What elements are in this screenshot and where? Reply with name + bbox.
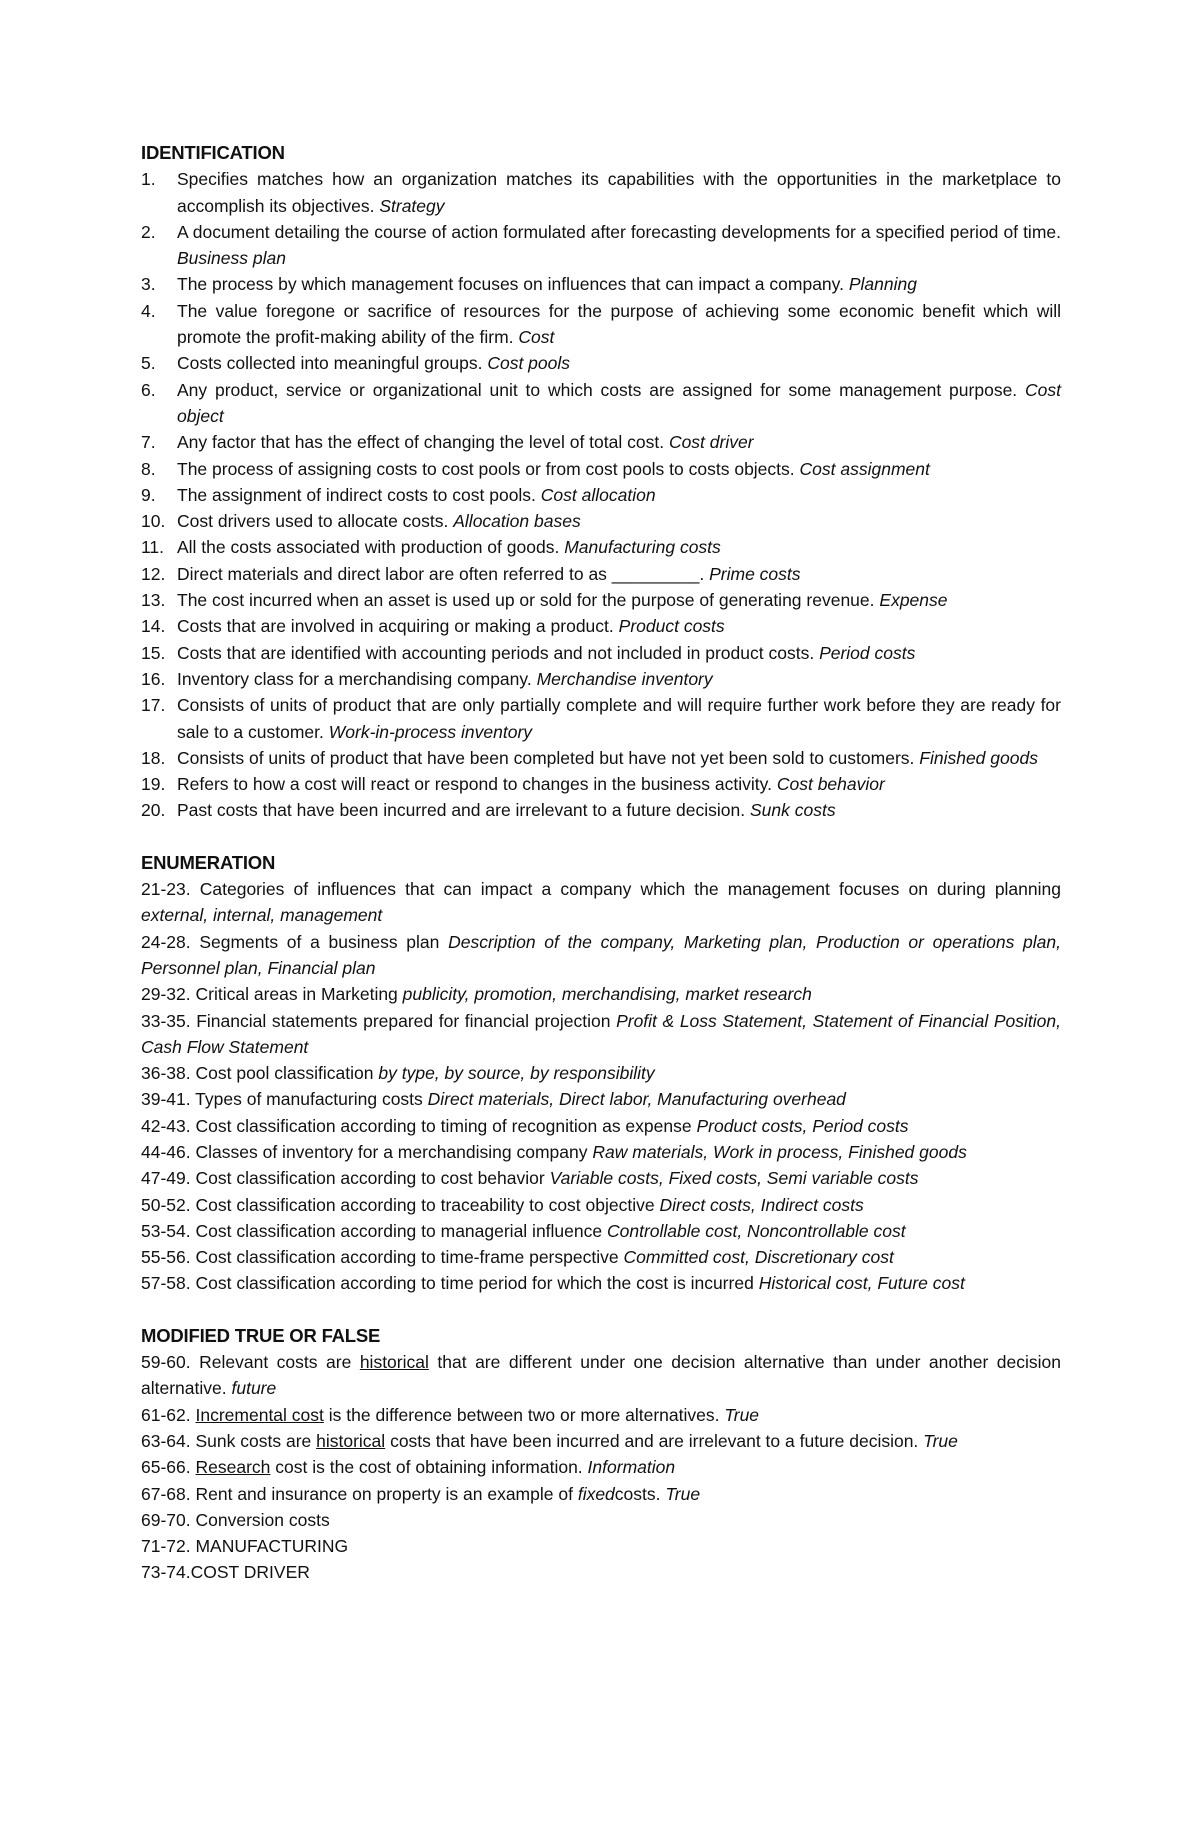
mtf-text-pre: Relevant costs are bbox=[199, 1352, 352, 1373]
mtf-underlined-term: Incremental cost bbox=[195, 1404, 324, 1425]
item-question: Critical areas in Marketing bbox=[195, 984, 398, 1005]
enumeration-item bbox=[141, 1165, 1061, 1191]
item-question: Consists of units of product that have been completed but have not yet been sold to customers. bbox=[177, 747, 915, 768]
enumeration-item bbox=[141, 1139, 1061, 1165]
item-answer: Profit & Loss Statement, Statement of Financial Position, Cash Flow Statement bbox=[141, 1010, 1061, 1057]
mtf-text-pre: Rent and insurance on property is an example of bbox=[195, 1483, 573, 1504]
mtf-item bbox=[141, 1454, 1061, 1480]
item-question: Financial statements prepared for financial projection bbox=[196, 1010, 611, 1031]
item-question: Consists of units of product that are only partially complete and will require further work before they are ready for sale to a customer. bbox=[177, 695, 1061, 742]
item-question: Cost classification according to traceability to cost objective bbox=[195, 1194, 655, 1215]
item-question: Classes of inventory for a merchandising company bbox=[195, 1141, 588, 1162]
item-number: 14. bbox=[141, 616, 166, 637]
section-spacer bbox=[141, 824, 1061, 850]
mtf-underlined-term: historical bbox=[316, 1430, 386, 1451]
item-answer: Manufacturing costs bbox=[564, 537, 721, 558]
identification-item bbox=[141, 561, 1061, 587]
enumeration-item bbox=[141, 1113, 1061, 1139]
mtf-answer: future bbox=[231, 1378, 277, 1399]
item-answer: Variable costs, Fixed costs, Semi variable costs bbox=[549, 1168, 919, 1189]
mtf-plain-line: 69-70. Conversion costs bbox=[141, 1509, 330, 1530]
item-number: 39-41. bbox=[141, 1089, 191, 1110]
identification-item bbox=[141, 166, 1061, 219]
item-question: The value foregone or sacrifice of resources for the purpose of achieving some economic benefit which will promote the profit-making ability of the firm. bbox=[177, 300, 1061, 348]
item-number: 10. bbox=[141, 511, 166, 532]
item-number: 17. bbox=[141, 695, 166, 716]
item-question: Cost classification according to managerial influence bbox=[195, 1220, 603, 1241]
item-question: Types of manufacturing costs bbox=[195, 1089, 423, 1110]
item-answer: Historical cost, Future cost bbox=[758, 1273, 965, 1294]
item-number: 13. bbox=[141, 590, 166, 611]
item-question: Cost classification according to timing of recognition as expense bbox=[195, 1115, 692, 1136]
identification-item bbox=[141, 640, 1061, 666]
mtf-answer: True bbox=[665, 1483, 701, 1504]
enumeration-item bbox=[141, 876, 1061, 929]
item-question: The process by which management focuses on influences that can impact a company. bbox=[177, 274, 844, 295]
item-answer: Cost allocation bbox=[540, 484, 656, 505]
item-question: The cost incurred when an asset is used up or sold for the purpose of generating revenue. bbox=[177, 590, 875, 611]
mtf-text-post: cost is the cost of obtaining information. bbox=[275, 1457, 583, 1478]
mtf-text-pre: Sunk costs are bbox=[195, 1430, 312, 1451]
item-question: Inventory class for a merchandising company. bbox=[177, 668, 532, 689]
enumeration-item bbox=[141, 981, 1061, 1007]
item-answer: Business plan bbox=[177, 248, 286, 269]
item-question: Costs that are involved in acquiring or making a product. bbox=[177, 616, 614, 637]
mtf-answer: True bbox=[923, 1430, 958, 1451]
item-answer: Merchandise inventory bbox=[536, 668, 713, 689]
identification-item bbox=[141, 482, 1061, 508]
mtf-item bbox=[141, 1349, 1061, 1402]
mtf-underlined-term: Research bbox=[195, 1457, 271, 1478]
item-answer: Cost behavior bbox=[776, 774, 885, 795]
item-answer: Planning bbox=[848, 274, 917, 295]
item-question: Past costs that have been incurred and are irrelevant to a future decision. bbox=[177, 800, 746, 821]
item-question: Any factor that has the effect of changing the level of total cost. bbox=[177, 432, 665, 453]
identification-item bbox=[141, 797, 1061, 823]
item-answer: Product costs, Period costs bbox=[696, 1115, 909, 1136]
identification-item bbox=[141, 534, 1061, 560]
mtf-plain-line: 73-74.COST DRIVER bbox=[141, 1562, 310, 1583]
item-number: 36-38. bbox=[141, 1063, 191, 1084]
identification-item bbox=[141, 613, 1061, 639]
identification-item bbox=[141, 666, 1061, 692]
item-answer: Expense bbox=[879, 590, 948, 611]
document-page bbox=[141, 140, 1061, 1586]
item-number: 29-32. bbox=[141, 984, 191, 1005]
item-number: 2. bbox=[141, 221, 156, 242]
item-answer: Cost object bbox=[177, 379, 1061, 426]
mtf-text-post: costs. bbox=[614, 1483, 661, 1504]
item-question: Costs that are identified with accounting periods and not included in product costs. bbox=[177, 642, 815, 663]
item-question: Cost classification according to time-frame perspective bbox=[195, 1247, 619, 1268]
item-question: A document detailing the course of action formulated after forecasting developments for a specified period of time. bbox=[177, 221, 1061, 242]
item-number: 18. bbox=[141, 747, 166, 768]
mtf-text-post: costs that have been incurred and are irrelevant to a future decision. bbox=[390, 1430, 919, 1451]
item-number: 11. bbox=[141, 537, 165, 558]
item-answer: Sunk costs bbox=[749, 800, 836, 821]
item-question: Cost pool classification bbox=[195, 1063, 374, 1084]
item-number: 9. bbox=[141, 484, 156, 505]
item-number: 7. bbox=[141, 432, 156, 453]
item-number: 53-54. bbox=[141, 1220, 191, 1241]
mtf-text-post: that are different under one decision alternative than under another decision alternative. bbox=[141, 1352, 1061, 1399]
item-number: 4. bbox=[141, 300, 156, 321]
enumeration-item bbox=[141, 1218, 1061, 1244]
item-answer: Direct materials, Direct labor, Manufacturing overhead bbox=[427, 1089, 846, 1110]
item-number: 20. bbox=[141, 800, 166, 821]
item-number: 12. bbox=[141, 563, 166, 584]
identification-item bbox=[141, 771, 1061, 797]
item-answer: Raw materials, Work in process, Finished goods bbox=[592, 1141, 967, 1162]
item-number: 15. bbox=[141, 642, 166, 663]
item-answer: Finished goods bbox=[919, 747, 1038, 768]
item-number: 33-35. bbox=[141, 1010, 191, 1031]
item-number: 19. bbox=[141, 774, 166, 795]
mtf-underlined-term: historical bbox=[359, 1352, 429, 1373]
item-answer: Cost driver bbox=[668, 432, 754, 453]
item-answer: Description of the company, Marketing plan, Production or operations plan, Personnel plan, Financial plan bbox=[141, 931, 1061, 978]
mtf-item bbox=[141, 1402, 1061, 1428]
identification-heading: IDENTIFICATION bbox=[141, 142, 285, 163]
item-number: 57-58. bbox=[141, 1273, 191, 1294]
identification-item bbox=[141, 745, 1061, 771]
item-answer: external, internal, management bbox=[141, 905, 383, 926]
mtf-plain-line: 71-72. MANUFACTURING bbox=[141, 1536, 349, 1557]
item-question: Costs collected into meaningful groups. bbox=[177, 353, 483, 374]
enumeration-item bbox=[141, 1192, 1061, 1218]
item-number: 21-23. bbox=[141, 879, 191, 900]
mtf-italic-word: fixed bbox=[577, 1483, 615, 1504]
item-number: 42-43. bbox=[141, 1115, 191, 1136]
item-answer: Prime costs bbox=[709, 563, 801, 584]
item-answer: Product costs bbox=[618, 616, 725, 637]
identification-item bbox=[141, 377, 1061, 430]
section-spacer bbox=[141, 1297, 1061, 1323]
item-question: Any product, service or organizational unit to which costs are assigned for some management purpose. bbox=[177, 379, 1018, 400]
item-answer: Cost bbox=[518, 327, 555, 348]
item-number: 47-49. bbox=[141, 1168, 191, 1189]
item-answer: Cost assignment bbox=[799, 458, 930, 479]
enumeration-item bbox=[141, 929, 1061, 982]
item-answer: by type, by source, by responsibility bbox=[378, 1063, 655, 1084]
identification-item bbox=[141, 508, 1061, 534]
item-question: The process of assigning costs to cost pools or from cost pools to costs objects. bbox=[177, 458, 795, 479]
item-number: 50-52. bbox=[141, 1194, 191, 1215]
identification-list bbox=[141, 166, 1061, 823]
enumeration-item bbox=[141, 1008, 1061, 1061]
item-question: Cost classification according to time period for which the cost is incurred bbox=[195, 1273, 754, 1294]
item-number: 24-28. bbox=[141, 931, 191, 952]
item-question: Cost classification according to cost behavior bbox=[195, 1168, 545, 1189]
modified-tf-heading: MODIFIED TRUE OR FALSE bbox=[141, 1324, 381, 1346]
identification-item bbox=[141, 429, 1061, 455]
mtf-answer: Information bbox=[587, 1457, 676, 1478]
identification-item bbox=[141, 298, 1061, 351]
modified-tf-list bbox=[141, 1349, 1061, 1586]
item-answer: Work-in-process inventory bbox=[328, 721, 533, 742]
mtf-item-67-68 bbox=[141, 1481, 1061, 1507]
item-number: 6. bbox=[141, 379, 156, 400]
item-number: 61-62. bbox=[141, 1404, 191, 1425]
item-answer: Allocation bases bbox=[453, 511, 581, 532]
item-answer: Cost pools bbox=[487, 353, 571, 374]
item-number: 3. bbox=[141, 274, 156, 295]
enumeration-list bbox=[141, 876, 1061, 1297]
identification-item bbox=[141, 350, 1061, 376]
item-answer: Controllable cost, Noncontrollable cost bbox=[606, 1220, 906, 1241]
item-question: All the costs associated with production of goods. bbox=[177, 537, 560, 558]
identification-item bbox=[141, 692, 1061, 745]
item-question: Categories of influences that can impact a company which the management focuses on during planning bbox=[199, 879, 1061, 900]
item-question: Specifies matches how an organization matches its capabilities with the opportunities in the marketplace to accomplish its objectives. bbox=[177, 169, 1061, 216]
item-question: The assignment of indirect costs to cost pools. bbox=[177, 484, 536, 505]
identification-item bbox=[141, 456, 1061, 482]
item-answer: publicity, promotion, merchandising, market research bbox=[402, 984, 812, 1005]
item-answer: Committed cost, Discretionary cost bbox=[623, 1247, 894, 1268]
item-number: 65-66. bbox=[141, 1457, 191, 1478]
mtf-answer: True bbox=[724, 1404, 760, 1425]
item-question: Refers to how a cost will react or respond to changes in the business activity. bbox=[177, 774, 772, 795]
item-number: 44-46. bbox=[141, 1141, 191, 1162]
item-question: Cost drivers used to allocate costs. bbox=[177, 511, 449, 532]
mtf-item bbox=[141, 1428, 1061, 1454]
item-number: 55-56. bbox=[141, 1247, 191, 1268]
item-question: Segments of a business plan bbox=[199, 931, 440, 952]
item-number: 1. bbox=[141, 169, 156, 190]
identification-item bbox=[141, 587, 1061, 613]
item-number: 8. bbox=[141, 458, 156, 479]
identification-item bbox=[141, 271, 1061, 297]
item-answer: Strategy bbox=[379, 195, 445, 216]
enumeration-item bbox=[141, 1244, 1061, 1270]
item-number: 59-60. bbox=[141, 1352, 191, 1373]
enumeration-item bbox=[141, 1086, 1061, 1112]
enumeration-item bbox=[141, 1270, 1061, 1296]
item-answer: Direct costs, Indirect costs bbox=[659, 1194, 864, 1215]
item-number: 16. bbox=[141, 668, 166, 689]
enumeration-heading: ENUMERATION bbox=[141, 851, 276, 873]
mtf-number: 67-68. bbox=[141, 1483, 191, 1504]
item-answer: Period costs bbox=[819, 642, 916, 663]
item-question: Direct materials and direct labor are often referred to as _________. bbox=[177, 563, 705, 584]
item-number: 63-64. bbox=[141, 1430, 191, 1451]
mtf-text-post: is the difference between two or more alternatives. bbox=[328, 1404, 720, 1425]
item-number: 5. bbox=[141, 353, 156, 374]
identification-item bbox=[141, 219, 1061, 272]
enumeration-item bbox=[141, 1060, 1061, 1086]
